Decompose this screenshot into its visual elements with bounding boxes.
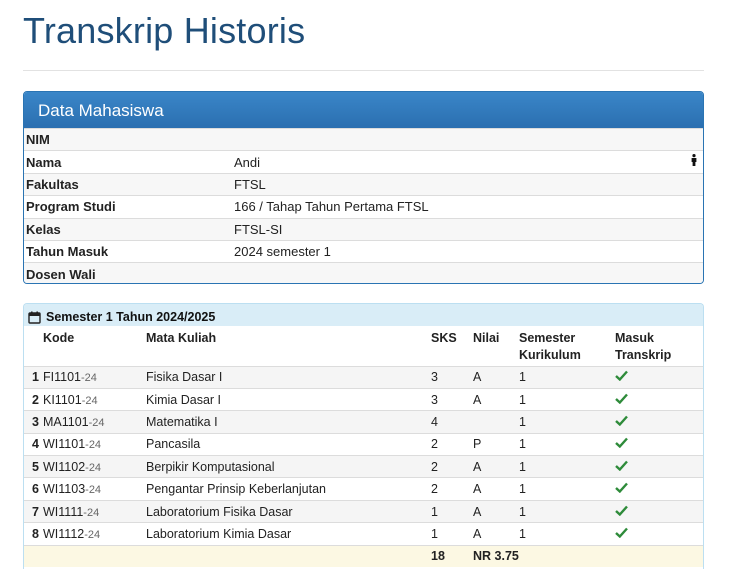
header-text: Transkrip <box>615 348 672 362</box>
course-code: WI1111 <box>43 504 84 519</box>
course-code-suffix: -24 <box>84 528 101 541</box>
course-code-cell <box>43 478 146 500</box>
course-row <box>24 456 703 478</box>
course-code-suffix: -24 <box>81 394 98 407</box>
course-row <box>24 388 703 410</box>
info-label: Nama <box>24 151 232 173</box>
course-code-suffix: -24 <box>85 439 102 452</box>
student-panel-title: Data Mahasiswa <box>24 92 703 128</box>
course-code-cell <box>43 388 146 410</box>
course-name: Berpikir Komputasional <box>146 456 431 478</box>
course-sks: 4 <box>431 411 473 433</box>
course-name: Kimia Dasar I <box>146 388 431 410</box>
header-no <box>24 326 43 366</box>
header-text: Masuk <box>615 331 654 345</box>
course-semester-kurikulum: 1 <box>519 388 615 410</box>
info-row-fakultas <box>24 173 703 195</box>
course-semester-kurikulum: 1 <box>519 433 615 455</box>
check-icon <box>615 393 628 404</box>
course-name: Matematika I <box>146 411 431 433</box>
header-text: Kurikulum <box>519 348 581 362</box>
info-row-program-studi <box>24 196 703 218</box>
total-sks: 18 <box>431 545 473 567</box>
course-code-suffix: -24 <box>85 461 102 474</box>
info-label: Tahun Masuk <box>24 240 232 262</box>
course-code-suffix: -24 <box>83 506 100 519</box>
course-grade: A <box>473 500 519 522</box>
check-icon <box>615 460 628 471</box>
course-code-cell <box>43 523 146 545</box>
info-label: Fakultas <box>24 173 232 195</box>
info-row-kelas <box>24 218 703 240</box>
header-sks: SKS <box>431 331 457 345</box>
info-value <box>232 263 703 284</box>
row-number: 4 <box>24 433 43 455</box>
check-icon <box>615 482 628 493</box>
semester-nr: NR 3.75 <box>473 545 703 567</box>
course-grade: A <box>473 388 519 410</box>
course-row <box>24 433 703 455</box>
info-value: Andi <box>234 154 261 170</box>
courses-table <box>24 326 703 567</box>
course-code: WI1102 <box>43 459 86 474</box>
header-semester-kurikulum <box>519 326 615 366</box>
course-masuk-transkrip <box>615 456 703 478</box>
course-grade: A <box>473 456 519 478</box>
course-sks: 3 <box>431 388 473 410</box>
course-grade <box>473 411 519 433</box>
check-icon <box>615 370 628 381</box>
row-number: 3 <box>24 411 43 433</box>
course-row <box>24 411 703 433</box>
course-code: WI1103 <box>43 482 86 497</box>
course-semester-kurikulum: 1 <box>519 523 615 545</box>
course-masuk-transkrip <box>615 523 703 545</box>
info-label: Dosen Wali <box>24 263 232 284</box>
info-value: FTSL-SI <box>232 218 703 240</box>
semester-title: Semester 1 Tahun 2024/2025 <box>46 310 216 324</box>
info-value: 166 / Tahap Tahun Pertama FTSL <box>232 196 703 218</box>
info-row-tahun-masuk <box>24 240 703 262</box>
info-value <box>232 129 703 151</box>
course-row <box>24 523 703 545</box>
course-sks: 2 <box>431 456 473 478</box>
student-info-table <box>24 128 703 284</box>
header-nilai: Nilai <box>473 331 500 345</box>
calendar-icon <box>28 311 41 324</box>
course-grade: A <box>473 366 519 388</box>
course-semester-kurikulum: 1 <box>519 478 615 500</box>
course-masuk-transkrip <box>615 411 703 433</box>
course-code-suffix: -24 <box>88 416 105 429</box>
info-value: FTSL <box>232 173 703 195</box>
course-name: Laboratorium Kimia Dasar <box>146 523 431 545</box>
header-masuk-transkrip <box>615 326 703 366</box>
course-sks: 1 <box>431 523 473 545</box>
course-semester-kurikulum: 1 <box>519 456 615 478</box>
course-grade: P <box>473 433 519 455</box>
course-grade: A <box>473 523 519 545</box>
person-icon[interactable] <box>691 154 697 166</box>
course-code-cell <box>43 366 146 388</box>
semester-panel-header <box>24 304 703 326</box>
row-number: 6 <box>24 478 43 500</box>
info-label: Kelas <box>24 218 232 240</box>
course-sks: 1 <box>431 500 473 522</box>
course-row <box>24 478 703 500</box>
check-icon <box>615 505 628 516</box>
course-masuk-transkrip <box>615 433 703 455</box>
row-number: 5 <box>24 456 43 478</box>
row-number: 7 <box>24 500 43 522</box>
check-icon <box>615 437 628 448</box>
check-icon <box>615 527 628 538</box>
course-masuk-transkrip <box>615 366 703 388</box>
course-name: Pengantar Prinsip Keberlanjutan <box>146 478 431 500</box>
check-icon <box>615 415 628 426</box>
row-number: 1 <box>24 366 43 388</box>
student-data-panel <box>23 91 704 284</box>
course-masuk-transkrip <box>615 388 703 410</box>
course-row <box>24 366 703 388</box>
course-name: Fisika Dasar I <box>146 366 431 388</box>
course-grade: A <box>473 478 519 500</box>
header-kode: Kode <box>43 331 75 345</box>
course-name: Laboratorium Fisika Dasar <box>146 500 431 522</box>
course-sks: 2 <box>431 433 473 455</box>
course-semester-kurikulum: 1 <box>519 411 615 433</box>
info-label: NIM <box>24 129 232 151</box>
info-row-dosen-wali <box>24 263 703 284</box>
info-value: 2024 semester 1 <box>232 240 703 262</box>
course-code: WI1112 <box>43 526 85 541</box>
courses-header-row <box>24 326 703 366</box>
course-semester-kurikulum: 1 <box>519 500 615 522</box>
semester-summary-row <box>24 545 703 567</box>
course-code-cell <box>43 433 146 455</box>
course-code-suffix: -24 <box>85 484 102 497</box>
course-code: WI1101 <box>43 437 86 452</box>
header-mata-kuliah: Mata Kuliah <box>146 331 217 345</box>
row-number: 2 <box>24 388 43 410</box>
course-sks: 2 <box>431 478 473 500</box>
semester-panel <box>23 303 704 569</box>
course-rows <box>24 366 703 545</box>
course-semester-kurikulum: 1 <box>519 366 615 388</box>
course-code-cell <box>43 456 146 478</box>
header-text: Semester <box>519 331 576 345</box>
title-divider <box>23 70 704 71</box>
course-code-cell <box>43 500 146 522</box>
info-value-cell <box>232 151 703 173</box>
course-name: Pancasila <box>146 433 431 455</box>
page-title: Transkrip Historis <box>23 10 306 51</box>
course-sks: 3 <box>431 366 473 388</box>
info-row-nama <box>24 151 703 173</box>
course-code: FI1101 <box>43 370 81 385</box>
course-code: KI1101 <box>43 392 82 407</box>
info-label: Program Studi <box>24 196 232 218</box>
course-code-suffix: -24 <box>81 372 97 385</box>
row-number: 8 <box>24 523 43 545</box>
course-masuk-transkrip <box>615 478 703 500</box>
course-masuk-transkrip <box>615 500 703 522</box>
course-code-cell <box>43 411 146 433</box>
course-code: MA1101 <box>43 414 89 429</box>
course-row <box>24 500 703 522</box>
info-row-nim <box>24 129 703 151</box>
